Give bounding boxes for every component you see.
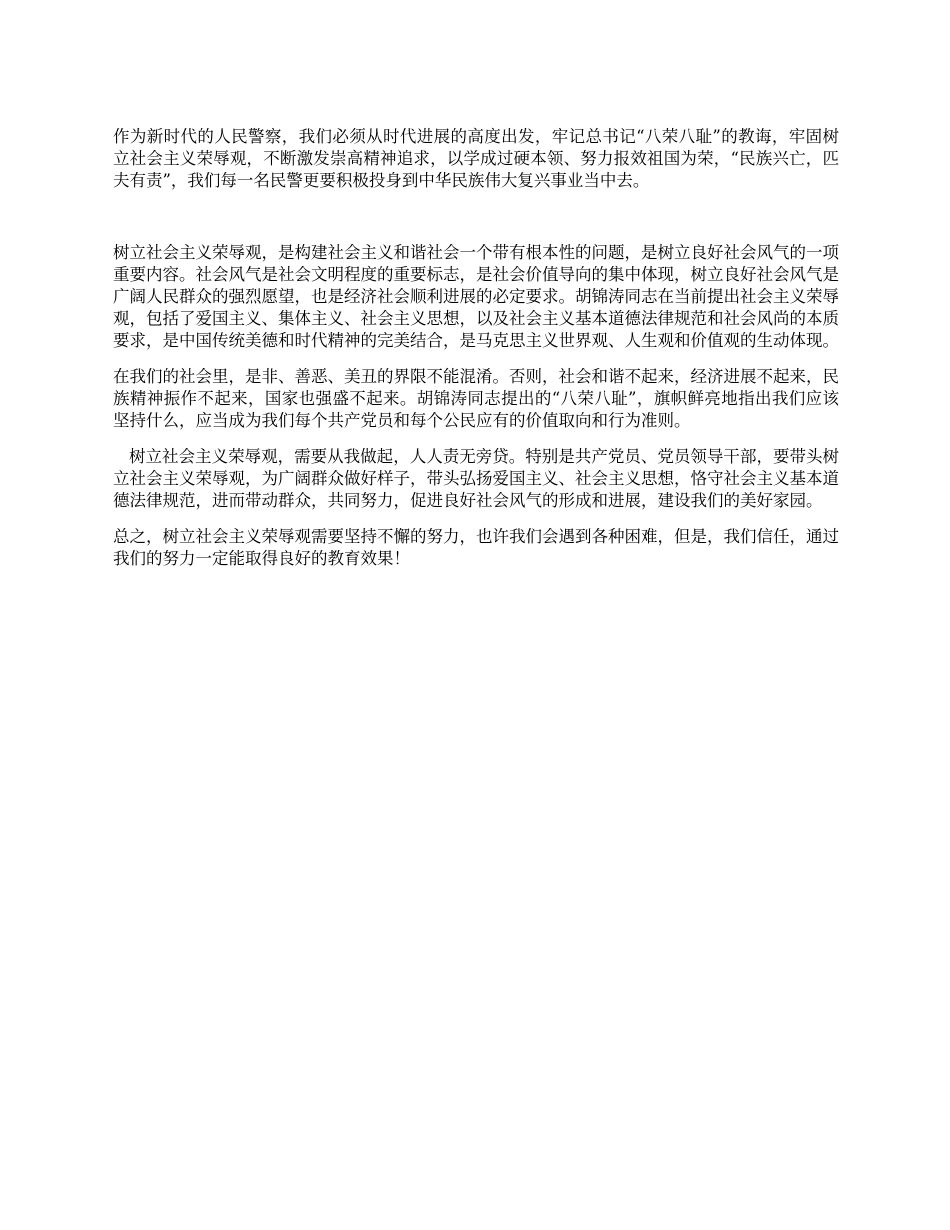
paragraph-start-from-me: 树立社会主义荣辱观，需要从我做起，人人责无旁贷。特别是共产党员、党员领导干部，要带头树立社会主义荣辱观，为广阔群众做好样子，带头弘扬爱国主义、社会主义思想，恪守社会主义基本道德法律规范，进而带动群众，共同努力，促进良好社会风气的形成和进展，建设我们的美好家园。 [113, 447, 839, 510]
paragraph-honor-view: 树立社会主义荣辱观，是构建社会主义和谐社会一个带有根本性的问题，是树立良好社会风气的一项重要内容。社会风气是社会文明程度的重要标志，是社会价值导向的集中体现，树立良好社会风气是广阔人民群众的强烈愿望，也是经济社会顺利进展的必定要求。胡锦涛同志在当前提出社会主义荣辱观，包括了爱国主义、集体主义、社会主义思想，以及社会主义基本道德法律规范和社会风尚的本质要求，是中国传统美德和时代精神的完美结合，是马克思主义世界观、人生观和价值观的生动体现。 [113, 243, 839, 350]
paragraph-conclusion: 总之，树立社会主义荣辱观需要坚持不懈的努力，也许我们会遇到各种困难，但是，我们信任，通过我们的努力一定能取得良好的教育效果！ [113, 527, 839, 568]
section-gap [113, 192, 839, 242]
paragraph-intro: 作为新时代的人民警察，我们必须从时代进展的高度出发，牢记总书记“八荣八耻”的教诲，牢固树立社会主义荣辱观，不断激发崇高精神追求，以学成过硬本领、努力报效祖国为荣，“民族兴亡，匹夫有责”，我们每一名民警更要积极投身到中华民族伟大复兴事业当中去。 [113, 127, 839, 190]
document-body [113, 126, 839, 584]
paragraph-right-wrong: 在我们的社会里，是非、善恶、美丑的界限不能混淆。否则，社会和谐不起来，经济进展不起来，民族精神振作不起来，国家也强盛不起来。胡锦涛同志提出的“八荣八耻”，旗帜鲜亮地指出我们应该坚持什么，应当成为我们每个共产党员和每个公民应有的价值取向和行为准则。 [113, 367, 839, 430]
